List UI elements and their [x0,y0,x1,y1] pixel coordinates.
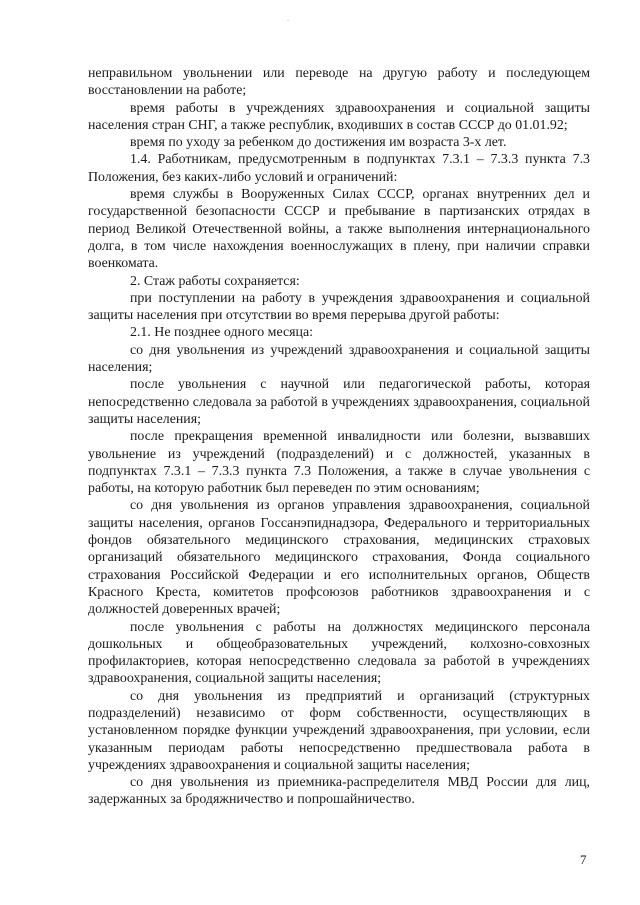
paragraph: после увольнения с работы на должностях медицинского персонала дошкольных и общеобразовательных учреждений, колхозно-совхозных профилакториев, которая непосредственно следовала за работой в учреждениях здравоохранения, социальной защиты населения; [88,619,590,687]
document-body [88,65,590,809]
paragraph: время службы в Вооруженных Силах СССР, органах внутренних дел и государственной безопасности СССР и пребывание в партизанских отрядах в период Великой Отечественной войны, а также выполнения интернационального долга, в том числе нахождения военнослужащих в плену, при наличии справки военкомата. [88,187,590,272]
paragraph: 1.4. Работникам, предусмотренным в подпунктах 7.3.1 – 7.3.3 пункта 7.3 Положения, без каких-либо условий и ограничений: [88,152,590,185]
paragraph: неправильном увольнении или переводе на другую работу и последующем восстановлении на работе; [88,66,590,99]
paragraph: со дня увольнения из учреждений здравоохранения и социальной защиты населения; [88,342,590,376]
paragraph: со дня увольнения из органов управления здравоохранения, социальной защиты населения, органов Госсанэпиднадзора, Федерального и территориальных фондов обязательного медицинского страхования, медицинских страховых организаций обязательного медицинского страхования, Фонда социального страхования Российской Федерации и его исполнительных органов, Обществ Красного Креста, комитетов профсоюзов работников здравоохранения и с должностей доверенных врачей; [88,498,590,618]
paragraph: со дня увольнения из предприятий и организаций (структурных подразделений) независимо от форм собственности, осуществляющих в установленном порядке функции учреждений здравоохранения, при условии, если указанным периодам работы непосредственно предшествовала работа в учреждениях здравоохранения и социальной защиты населения; [88,688,590,773]
paragraph: после прекращения временной инвалидности или болезни, вызвавших увольнение из учреждений (подразделений) и с должностей, указанных в подпунктах 7.3.1 – 7.3.3 пункта 7.3 Положения, а также в случае увольнения с работы, на которую работник был переведен по этим основаниям; [88,429,590,497]
scan-mark: . [287,14,289,23]
paragraph: при поступлении на работу в учреждения здравоохранения и социальной защиты населения при отсутствии во время перерыва другой работы: [88,290,590,324]
paragraph: время по уходу за ребенком до достижения им возраста 3-х лет. [130,135,507,151]
paragraph: со дня увольнения из приемника-распределителя МВД России для лиц, задержанных за бродяжничество и попрошайничество. [88,775,590,808]
page-number: 7 [580,852,587,867]
paragraph: после увольнения с научной или педагогической работы, которая непосредственно следовала за работой в учреждениях здравоохранения, социальной защиты населения; [88,377,590,427]
paragraph: время работы в учреждениях здравоохранения и социальной защиты населения стран СНГ, а также республик, входивших в состав СССР до 01.01.92; [88,100,590,133]
subsection-heading: 2.1. Не позднее одного месяца: [130,325,313,341]
section-heading: 2. Стаж работы сохраняется: [130,273,300,289]
